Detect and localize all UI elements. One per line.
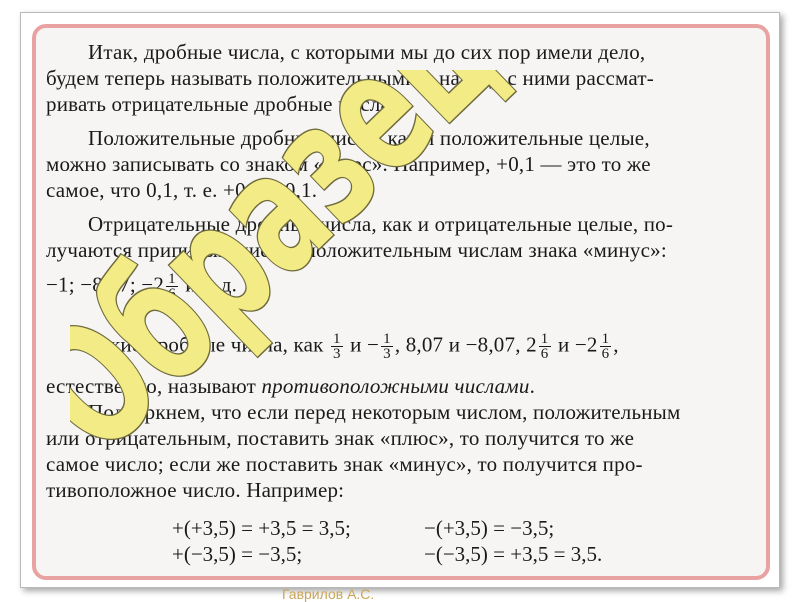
formula-plus-minus: +(−3,5) = −3,5; bbox=[172, 542, 303, 566]
text-line-6: самое, что 0,1, т. е. +0,1 = 0,1. bbox=[46, 178, 318, 202]
line-1-text: Итак, дробные числа, с которыми мы до сих пор имели дело, bbox=[88, 40, 646, 64]
fraction-denominator: 6 bbox=[168, 286, 176, 302]
fraction-one-sixth-b bbox=[600, 332, 612, 361]
term-opposite-numbers: противоположными числами bbox=[261, 374, 530, 398]
text-line-12: Подчеркнем, что если перед некоторым числом, положительным bbox=[88, 400, 681, 424]
line-10-text-d: и −2 bbox=[552, 332, 598, 357]
formula-minus-plus: −(+3,5) = −3,5; bbox=[424, 516, 555, 540]
text-line-13: или отрицательным, поставить знак «плюс», то получится то же bbox=[46, 426, 635, 450]
line-10-text-e: , bbox=[613, 332, 619, 357]
formula-minus-minus: −(−3,5) = +3,5 = 3,5. bbox=[424, 542, 603, 566]
fraction-one-sixth-a bbox=[539, 332, 551, 361]
fraction-one-sixth bbox=[166, 272, 178, 301]
fraction-numerator: 1 bbox=[601, 331, 610, 347]
fraction-one-third-negative bbox=[381, 332, 393, 361]
fraction-one-third bbox=[331, 332, 343, 361]
fraction-numerator: 1 bbox=[383, 331, 391, 347]
fraction-denominator: 3 bbox=[333, 346, 341, 362]
text-line-7: Отрицательные дробные числа, как и отрицательные целые, по- bbox=[88, 212, 674, 236]
formula-plus-plus: +(+3,5) = +3,5 = 3,5; bbox=[172, 516, 351, 540]
textbook-page bbox=[32, 24, 770, 580]
negative-examples: −1; −8,07; −2 bbox=[46, 272, 165, 297]
fraction-numerator: 1 bbox=[333, 331, 341, 347]
text-line-5: можно записывать со знаком «плюс». Например, +0,1 — это то же bbox=[46, 152, 651, 176]
line-10-text-c: , 8,07 и −8,07, 2 bbox=[394, 332, 537, 357]
fraction-denominator: 6 bbox=[540, 346, 549, 362]
line-10-text-a: Такие дробные числа, как bbox=[88, 332, 324, 357]
line-11-period: . bbox=[529, 374, 536, 398]
etc-text: и т. д. bbox=[179, 272, 238, 297]
text-line-15: тивоположное число. Например: bbox=[46, 478, 345, 502]
text-line-9 bbox=[46, 272, 758, 301]
fraction-numerator: 1 bbox=[540, 331, 549, 347]
text-line-8: лучаются приписыванием к положительным числам знака «минус»: bbox=[46, 238, 667, 262]
text-line-4: Положительные дробные числа, как и положительные целые, bbox=[88, 126, 650, 150]
text-line-1 bbox=[88, 40, 758, 64]
fraction-denominator: 3 bbox=[383, 346, 391, 362]
fraction-numerator: 1 bbox=[168, 271, 176, 287]
fraction-denominator: 6 bbox=[601, 346, 610, 362]
line-10-text-b: и − bbox=[350, 332, 380, 357]
text-line-14: самое число; если же поставить знак «минус», то получится про- bbox=[46, 452, 643, 476]
text-line-10 bbox=[88, 332, 758, 361]
text-line-3: ривать отрицательные дробные числа. bbox=[46, 92, 396, 116]
text-line-2 bbox=[46, 66, 758, 90]
text-line-11 bbox=[46, 374, 758, 398]
line-2-text: будем теперь называть положительными и наряду с ними рассмат- bbox=[46, 66, 654, 90]
line-11-text-a: естественно, называют bbox=[46, 374, 256, 398]
author-footer: Гаврилов А.С. bbox=[282, 586, 375, 602]
